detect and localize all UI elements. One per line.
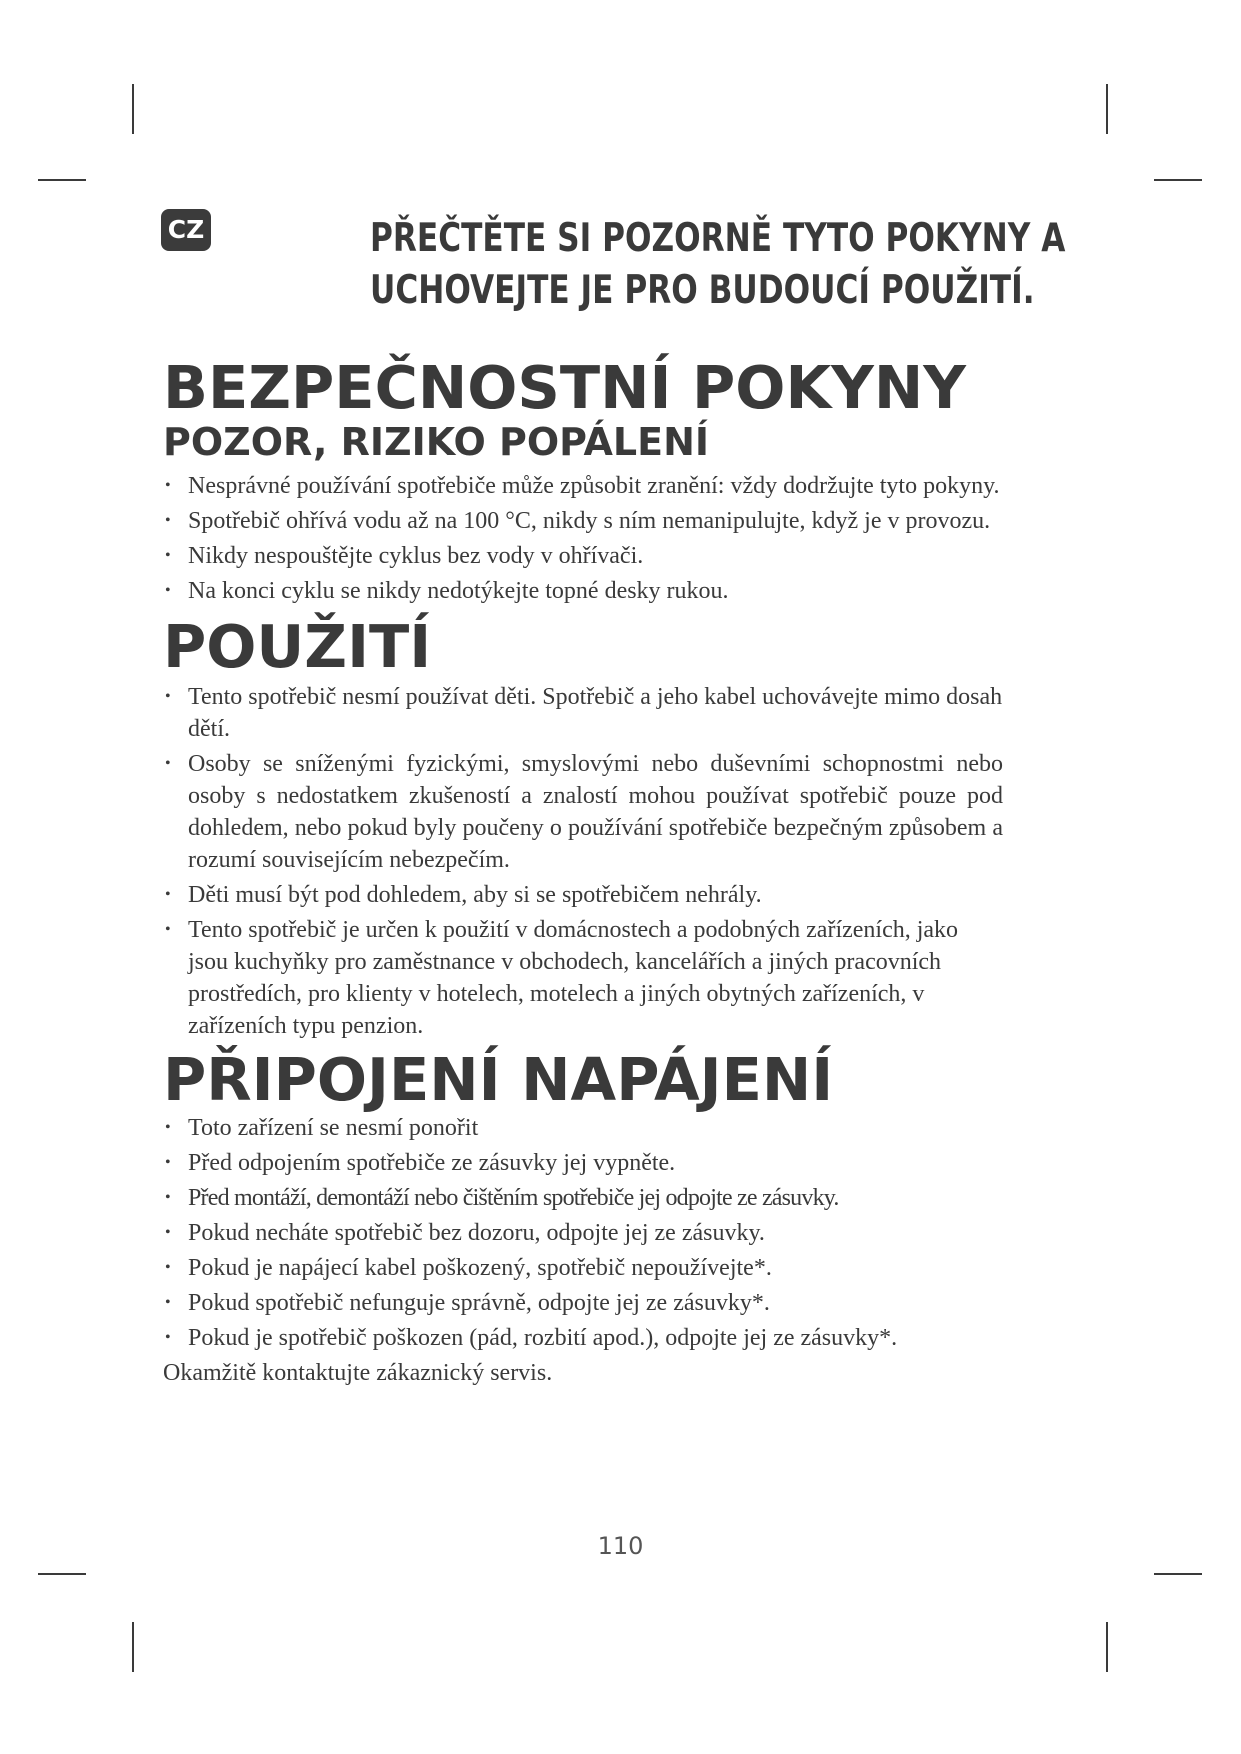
section-safety [163, 353, 1003, 607]
crop-mark-top-right-horizontal [1154, 179, 1202, 181]
list-item: • Před montáží, demontáží nebo čištěním spotřebiče jej odpojte ze zásuvky. [163, 1182, 1003, 1214]
list-item: • Před odpojením spotřebiče ze zásuvky jej vypněte. [163, 1147, 1003, 1179]
crop-mark-top-right-vertical [1106, 84, 1108, 134]
list-item: • Na konci cyklu se nikdy nedotýkejte topné desky rukou. [163, 575, 1003, 607]
list-item: • Tento spotřebič nesmí používat děti. Spotřebič a jeho kabel uchovávejte mimo dosah dětí. [163, 681, 1003, 745]
safety-list [163, 470, 1003, 607]
section-title-usage: POUŽITÍ [163, 612, 432, 681]
power-connection-list [163, 1112, 1003, 1354]
section-usage [163, 612, 1003, 1042]
list-item: • Pokud je napájecí kabel poškozený, spotřebič nepoužívejte*. [163, 1252, 1003, 1284]
list-item: • Osoby se sníženými fyzickými, smyslovými nebo duševními schopnostmi nebo osoby s nedostatkem zkušeností a znalostí mohou používat spotřebič pouze pod dohledem, nebo pokud byly poučeny o používání spotřebiče bezpečným způsobem a rozumí souvisejícím nebezpečím. [163, 748, 1003, 876]
contact-service-note: Okamžitě kontaktujte zákaznický servis. [163, 1360, 553, 1386]
section-subtitle-burn-risk: POZOR, RIZIKO POPÁLENÍ [163, 420, 710, 464]
list-item: • Nesprávné používání spotřebiče může způsobit zranění: vždy dodržujte tyto pokyny. [163, 470, 1003, 502]
list-item: • Pokud je spotřebič poškozen (pád, rozbití apod.), odpojte jej ze zásuvky*. [163, 1322, 1003, 1354]
section-power-connection [163, 1045, 1003, 1389]
read-instructions-heading-line-2: UCHOVEJTE JE PRO BUDOUCÍ POUŽITÍ. [370, 268, 1035, 313]
page-number: 110 [597, 1532, 644, 1560]
instructions-content [163, 353, 1003, 1389]
crop-mark-top-left-horizontal [38, 179, 86, 181]
crop-mark-bottom-right-vertical [1106, 1622, 1108, 1672]
crop-mark-bottom-left-vertical [132, 1622, 134, 1672]
list-item: • Pokud spotřebič nefunguje správně, odpojte jej ze zásuvky*. [163, 1287, 1003, 1319]
crop-mark-top-left-vertical [132, 84, 134, 134]
crop-mark-bottom-right-horizontal [1154, 1573, 1202, 1575]
list-item: • Tento spotřebič je určen k použití v domácnostech a podobných zařízeních, jako jsou kuchyňky pro zaměstnance v obchodech, kancelářích a jiných pracovních prostředích, pro klienty v hotelech, motelech a jiných obytných zařízeních, v zařízeních typu penzion. [163, 914, 1003, 1042]
list-item: • Děti musí být pod dohledem, aby si se spotřebičem nehrály. [163, 879, 1003, 911]
read-instructions-heading [300, 213, 1066, 317]
usage-list [163, 681, 1003, 1042]
language-badge-label: CZ [167, 215, 205, 244]
list-item: • Toto zařízení se nesmí ponořit [163, 1112, 1003, 1144]
crop-mark-bottom-left-horizontal [38, 1573, 86, 1575]
list-item: • Nikdy nespouštějte cyklus bez vody v ohřívači. [163, 540, 1003, 572]
language-badge [161, 209, 211, 251]
read-instructions-heading-line-1: PŘEČTĚTE SI POZORNĚ TYTO POKYNY A [370, 216, 1066, 261]
section-title-safety: BEZPEČNOSTNÍ POKYNY [163, 353, 966, 422]
list-item: • Spotřebič ohřívá vodu až na 100 °C, nikdy s ním nemanipulujte, když je v provozu. [163, 505, 1003, 537]
list-item: • Pokud necháte spotřebič bez dozoru, odpojte jej ze zásuvky. [163, 1217, 1003, 1249]
section-title-power-connection: PŘIPOJENÍ NAPÁJENÍ [163, 1045, 834, 1114]
